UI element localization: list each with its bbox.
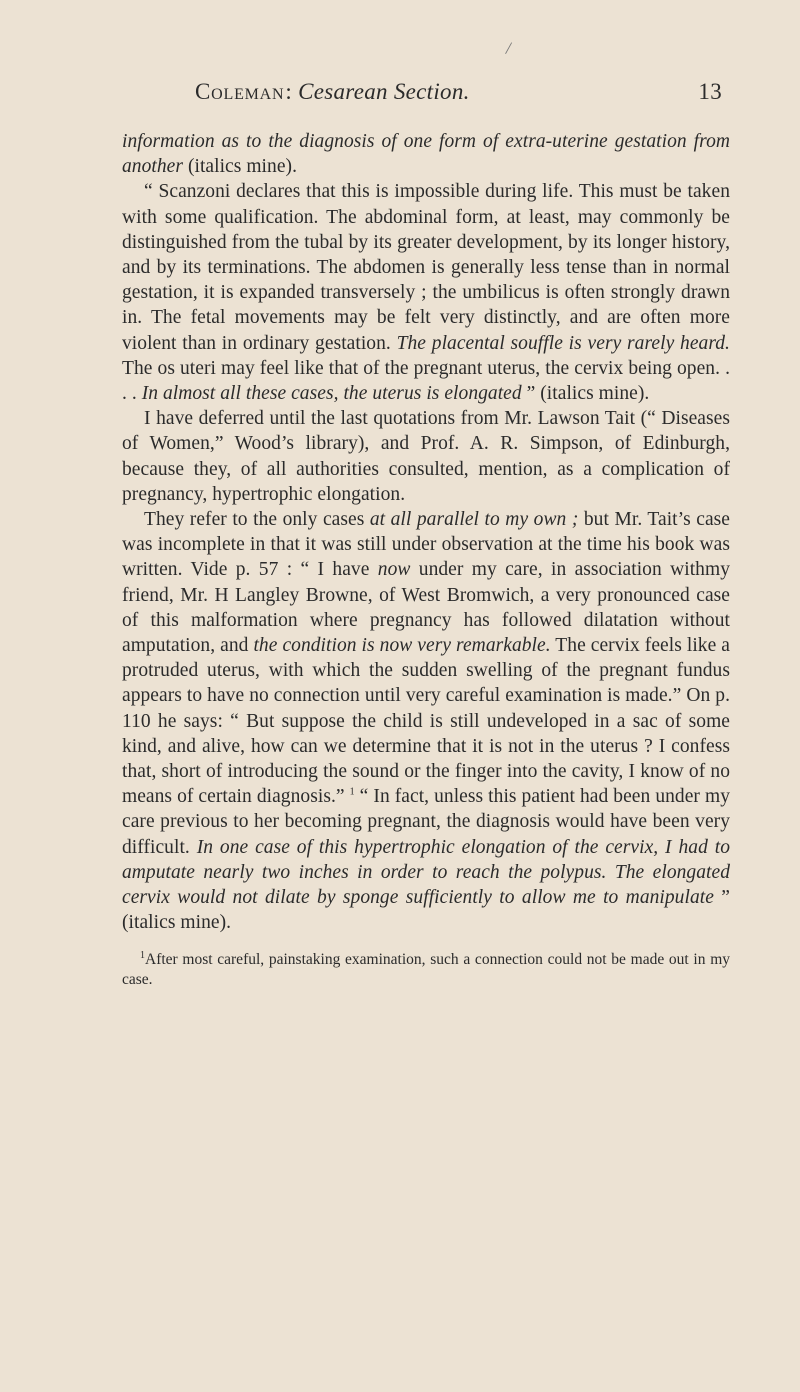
text-span: They refer to the only cases (144, 509, 370, 531)
paragraph-2 (122, 179, 730, 406)
footnote-text-block (122, 950, 730, 990)
italic-span: In almost all these cases, the uterus is elongated (141, 383, 522, 405)
text-span: “ In fact, unless this patient had been under my care previous to her becoming pregnant, the diagnosis would have been very difficult. (122, 786, 730, 858)
running-title (195, 78, 470, 106)
text-span: under my care, in association withmy friend, Mr. H Langley Browne, of West Bromwich, a very pronounced case of this malformation where pregnancy has followed dilatation without amputation, and (122, 559, 730, 657)
text-span: ” (italics mine). (521, 383, 650, 405)
running-header (122, 78, 730, 112)
text-span: The os uteri may feel like that of the pregnant uterus, the cervix being open. . . . (122, 357, 730, 405)
footnote-text: After most careful, painstaking examination, such a connection could not be made out in my case. (122, 950, 730, 988)
paragraph-3: I have deferred until the last quotations from Mr. Lawson Tait (“ Diseases of Women,” Wood’s library), and Prof. A. R. Simpson, of Edinburgh, because they, of all authorities consulted, mention, as a complication of pregnancy, hypertrophic elongation. (122, 408, 730, 505)
paragraph-1 (122, 129, 730, 179)
main-text (122, 129, 730, 936)
italic-span: at all parallel to my own ; (369, 509, 579, 531)
italic-span: In one case of this hypertrophic elongation of the cervix, I had to amputate nearly two inches in order to reach the polypus. The elongated cervix would not dilate by sponge sufficiently to allow me to manipulate (122, 836, 730, 909)
paragraph-4 (122, 507, 730, 935)
italic-span: now (377, 559, 411, 581)
text-span: “ Scanzoni declares that this is impossible during life. This must be taken with some qualification. The abdominal form, at least, may commonly be distinguished from the tubal by its greater development, by its longer history, and by its terminations. The abdomen is generally less tense than in normal gestation, it is expanded transversely ; the umbilicus is often strongly drawn in. The fetal movements may be felt very distinctly, and are often more violent than in ordinary gestation. (122, 181, 730, 354)
footnote (122, 950, 730, 990)
text-span: but Mr. Tait’s case was incomplete in that it was still under observation at the time his book was written. Vide p. 57 : “ I have (122, 509, 731, 581)
stray-pen-mark: / (504, 37, 513, 59)
text-span: The cervix feels like a protruded uterus, with which the sudden swelling of the pregnant fundus appears to have no connection until very careful examination is made.” On p. 110 he says: “ But suppose the child is still undeveloped in a sac of some kind, and alive, how can we determine that it is not in the uterus ? I confess that, short of introducing the sound or the finger into the cavity, I know of no means of certain diagnosis.” (122, 635, 730, 808)
italic-span: The placental souffle is very rarely heard. (396, 332, 730, 354)
page-number: 13 (698, 79, 722, 104)
italic-span: the condition is now very remarkable. (253, 635, 551, 657)
text-span: (italics mine). (183, 156, 297, 178)
header-separator: : (285, 79, 293, 104)
header-chapter-title: Cesarean Section. (298, 79, 470, 104)
italic-span: information as to the diagnosis of one form of extra-uterine gestation from another (122, 131, 730, 178)
text-span: ” (italics mine). (122, 887, 730, 934)
footnote-marker: 1 (140, 949, 145, 961)
footnote-reference: 1 (349, 786, 355, 798)
header-author: Coleman (195, 79, 285, 104)
